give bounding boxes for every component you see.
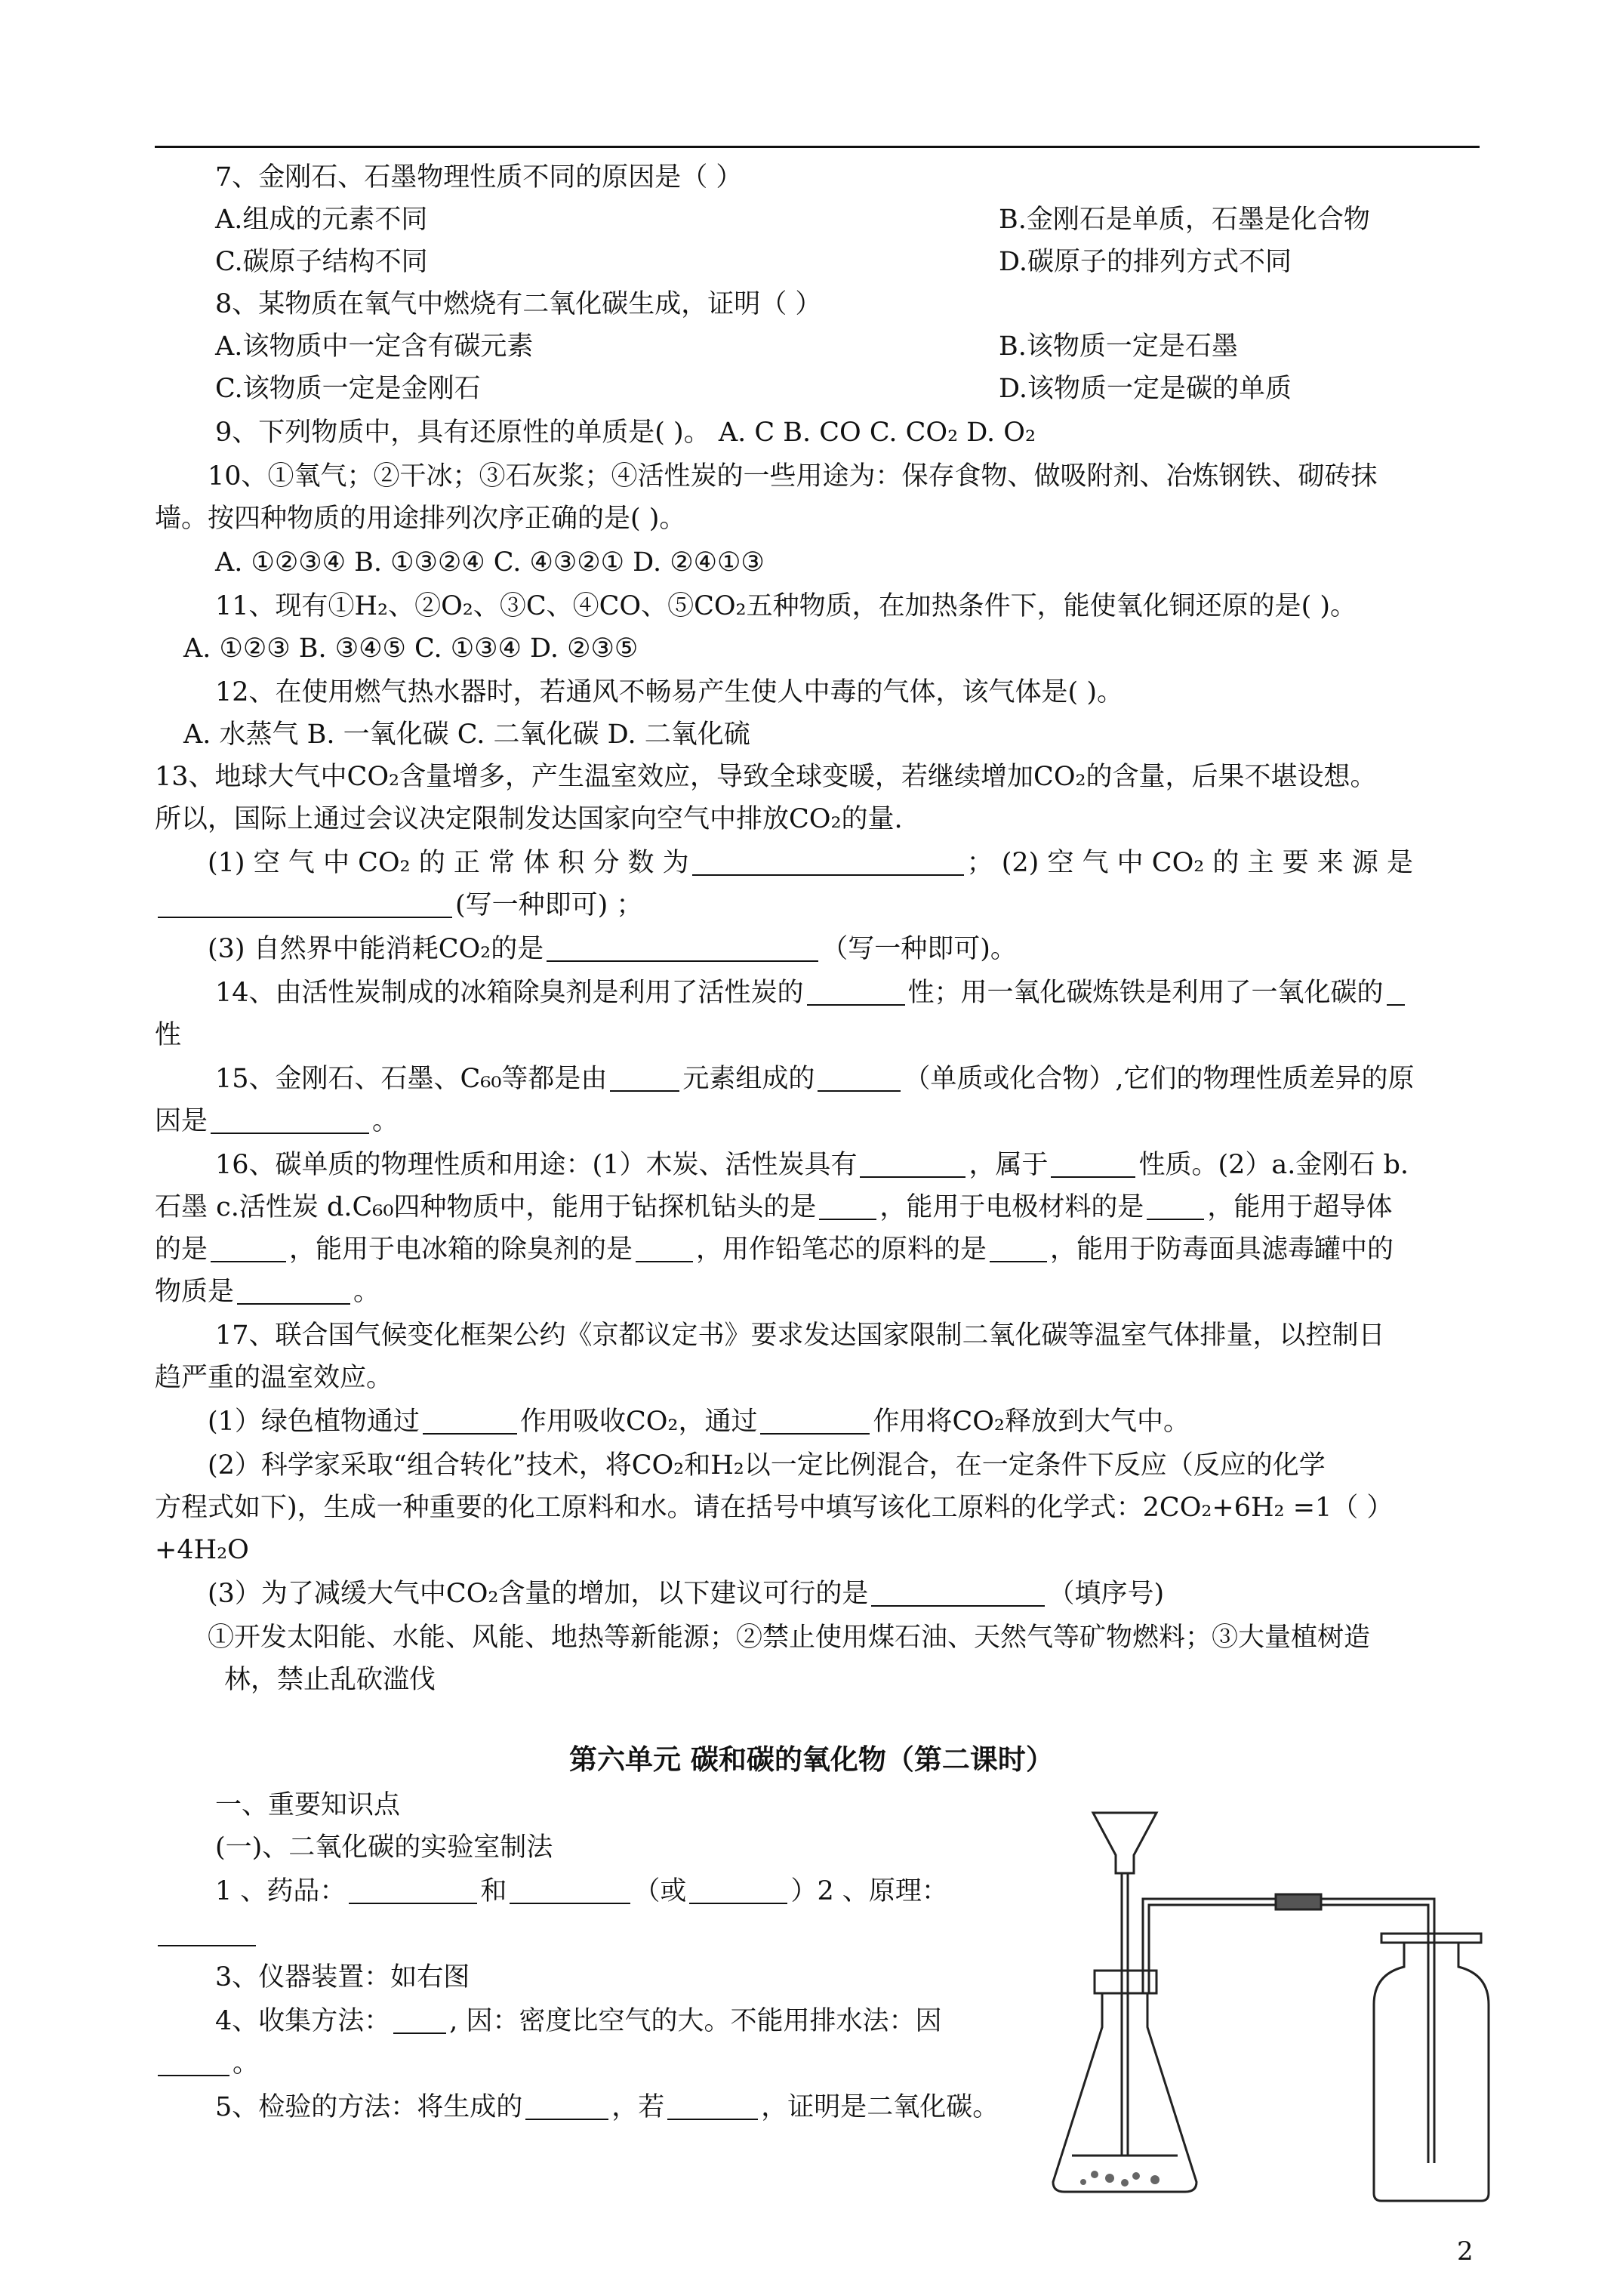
- question-7-options-row1: [155, 199, 1483, 241]
- answer-blank[interactable]: [689, 1872, 787, 1904]
- conical-flask: [1053, 1993, 1196, 2192]
- q15-text-c: （单质或化合物）,它们的物理性质差异的原: [904, 1064, 1415, 1094]
- question-17-line2: 趋严重的温室效应。: [155, 1363, 393, 1393]
- s1-text-b: 和: [480, 1876, 507, 1906]
- header-rule: [155, 146, 1480, 148]
- answer-blank[interactable]: [860, 1146, 965, 1178]
- q16-text-j: ，能用于防毒面具滤毒罐中的: [1050, 1234, 1394, 1265]
- knowledge-heading: 一、重要知识点: [215, 1790, 401, 1820]
- q13-part3-note: （写一种即可)。: [821, 934, 1017, 964]
- q14-text-b: 性；用一氧化碳炼铁是利用了一氧化碳的: [907, 978, 1384, 1008]
- delivery-tube-left-inner: [1149, 1905, 1276, 1993]
- option-7c: C.碳原子结构不同: [215, 247, 428, 277]
- s5-text-a: 5、检验的方法：将生成的: [215, 2092, 523, 2122]
- funnel-cup: [1093, 1813, 1156, 1873]
- rubber-stopper: [1095, 1971, 1156, 1993]
- answer-blank[interactable]: [871, 1575, 1045, 1607]
- s1-text-a: 1 、药品：: [215, 1876, 346, 1906]
- question-17-part1: [155, 1401, 1483, 1443]
- s1-text-c: （或: [633, 1876, 687, 1906]
- s4-text-b: , 因：密度比空气的大。不能用排水法：因: [449, 2006, 942, 2036]
- q13-part2-note: (写一种即可) ；: [455, 890, 643, 920]
- q13-part3-text: (3) 自然界中能消耗CO₂的是: [208, 934, 544, 964]
- q17-part1-text-a: (1）绿色植物通过: [208, 1407, 420, 1437]
- q16-text-l: 。: [353, 1277, 380, 1307]
- q17-part1-text-b: 作用吸收CO₂，通过: [519, 1407, 758, 1437]
- q16-text-h: ，能用于电冰箱的除臭剂的是: [289, 1234, 633, 1265]
- q16-text-i: ，用作铅笔芯的原料的是: [696, 1234, 987, 1265]
- answer-blank[interactable]: [547, 930, 818, 962]
- s1-text-d: ）2 、原理：: [790, 1876, 948, 1906]
- option-8a: A.该物质中一定含有碳元素: [215, 331, 534, 362]
- answer-blank[interactable]: [423, 1403, 517, 1435]
- answer-blank[interactable]: [819, 1188, 876, 1220]
- co2-apparatus-diagram: [1049, 1801, 1495, 2224]
- question-13-part1: [155, 842, 1483, 884]
- answer-blank[interactable]: [760, 1403, 870, 1435]
- question-16-line4: [155, 1271, 1483, 1313]
- answer-blank[interactable]: [211, 1231, 286, 1262]
- question-16-line1: [155, 1144, 1483, 1186]
- q16-text-e: ，能用于电极材料的是: [879, 1192, 1144, 1222]
- answer-blank[interactable]: [525, 2088, 608, 2120]
- gas-collecting-bottle: [1374, 1943, 1489, 2201]
- q16-text-g: 的是: [155, 1234, 208, 1265]
- q14-text-a: 14、由活性炭制成的冰箱除臭剂是利用了活性炭的: [215, 978, 804, 1008]
- question-10-options: A. ①②③④ B. ①③②④ C. ④③②① D. ②④①③: [215, 547, 765, 578]
- s5-text-c: ，证明是二氧化碳。: [761, 2092, 999, 2122]
- option-8c: C.该物质一定是金刚石: [215, 374, 481, 404]
- question-17-part2-line3: +4H₂O: [155, 1535, 249, 1565]
- question-8: 8、某物质在氧气中燃烧有二氧化碳生成，证明（ ）: [215, 289, 822, 319]
- q16-text-d: 石墨 c.活性炭 d.C₆₀四种物质中，能用于钻探机钻头的是: [155, 1192, 817, 1222]
- question-12-options: A. 水蒸气 B. 一氧化碳 C. 二氧化碳 D. 二氧化硫: [183, 720, 750, 750]
- q15-text-d: 因是: [155, 1106, 208, 1136]
- question-12: 12、在使用燃气热水器时，若通风不畅易产生使人中毒的气体，该气体是( )。: [215, 677, 1123, 707]
- question-17-part2-line2: 方程式如下)，生成一种重要的化工原料和水。请在括号中填写该化工原料的化学式：2CO₂+6H₂ =1（ ）: [155, 1493, 1394, 1523]
- answer-blank[interactable]: [1051, 1146, 1135, 1178]
- question-13-part1-cont: [155, 884, 1483, 926]
- q16-text-b: ，属于: [969, 1150, 1049, 1180]
- answer-blank[interactable]: [158, 1915, 256, 1946]
- question-10-line2: 墙。按四种物质的用途排列次序正确的是( )。: [155, 504, 686, 534]
- question-7: 7、金刚石、石墨物理性质不同的原因是（ ）: [215, 162, 743, 193]
- glass-plate: [1381, 1934, 1481, 1943]
- answer-blank[interactable]: [990, 1231, 1047, 1262]
- option-7b: B.金刚石是单质，石墨是化合物: [999, 205, 1370, 235]
- s5-text-b: ，若: [611, 2092, 665, 2122]
- q17-part1-text-c: 作用将CO₂释放到大气中。: [873, 1407, 1190, 1437]
- question-16-line2: [155, 1186, 1483, 1228]
- lab-method-heading: (一)、二氧化碳的实验室制法: [215, 1832, 553, 1863]
- q17-part3-text-a: (3）为了减缓大气中CO₂含量的增加，以下建议可行的是: [208, 1579, 869, 1609]
- option-8b: B.该物质一定是石墨: [999, 331, 1238, 362]
- answer-blank[interactable]: [510, 1872, 630, 1904]
- item-3: 3、仪器装置：如右图: [215, 1962, 470, 1992]
- q15-text-e: 。: [372, 1106, 399, 1136]
- question-13-line2: 所以，国际上通过会议决定限制发达国家向空气中排放CO₂的量.: [155, 804, 903, 834]
- answer-blank[interactable]: [667, 2088, 758, 2120]
- question-17-part2-line1: (2）科学家采取“组合转化”技术，将CO₂和H₂以一定比例混合，在一定条件下反应（反应的化学: [208, 1450, 1326, 1481]
- question-11: 11、现有①H₂、②O₂、③C、④CO、⑤CO₂五种物质，在加热条件下，能使氧化铜还原的是( )。: [215, 591, 1357, 621]
- delivery-tube-left: [1143, 1899, 1276, 1993]
- question-11-options: A. ①②③ B. ③④⑤ C. ①③④ D. ②③⑤: [183, 633, 639, 664]
- question-10-line1: 10、①氧气；②干冰；③石灰浆；④活性炭的一些用途为：保存食物、做吸附剂、冶炼钢铁、砌砖抹: [208, 461, 1378, 492]
- answer-blank[interactable]: [158, 2045, 229, 2076]
- answer-blank[interactable]: [807, 974, 905, 1006]
- answer-blank[interactable]: [818, 1060, 901, 1092]
- option-7a: A.组成的元素不同: [215, 205, 428, 235]
- answer-blank[interactable]: [211, 1102, 369, 1134]
- answer-blank[interactable]: [158, 886, 452, 918]
- q16-text-k: 物质是: [155, 1277, 235, 1307]
- question-14: [155, 972, 1483, 1014]
- delivery-tube-right: [1321, 1899, 1434, 2163]
- question-17-line1: 17、联合国气候变化框架公约《京都议定书》要求发达国家限制二氧化碳等温室气体排量，以控制日: [215, 1321, 1385, 1351]
- question-15: [155, 1058, 1483, 1100]
- question-15-cont: [155, 1100, 1483, 1142]
- question-16-line3: [155, 1228, 1483, 1271]
- question-7-options-row2: [155, 241, 1483, 283]
- answer-blank[interactable]: [349, 1872, 477, 1904]
- question-14-cont: 性: [155, 1020, 182, 1050]
- q15-text-b: 元素组成的: [682, 1064, 815, 1094]
- s4-text-c: 。: [233, 2048, 260, 2079]
- question-13-line1: 13、地球大气中CO₂含量增多，产生温室效应，导致全球变暖，若继续增加CO₂的含量，后果不堪设想。: [155, 762, 1377, 792]
- q13-part2-text: ； (2) 空 气 中 CO₂ 的 主 要 来 源 是: [966, 848, 1414, 878]
- answer-blank[interactable]: [692, 844, 964, 876]
- option-8d: D.该物质一定是碳的单质: [999, 374, 1292, 404]
- answer-blank[interactable]: [393, 2002, 446, 2034]
- answer-blank[interactable]: [237, 1273, 350, 1305]
- q16-text-a: 16、碳单质的物理性质和用途：(1）木炭、活性炭具有: [215, 1150, 858, 1180]
- question-17-part3: [155, 1573, 1483, 1615]
- q15-text-a: 15、金刚石、石墨、C₆₀等都是由: [215, 1064, 608, 1094]
- question-8-options-row2: [155, 368, 1483, 410]
- q13-part1-text: (1) 空 气 中 CO₂ 的 正 常 体 积 分 数 为: [208, 848, 689, 878]
- question-8-options-row1: [155, 325, 1483, 368]
- question-13-part3: [155, 928, 1483, 970]
- q16-text-f: ，能用于超导体: [1207, 1192, 1393, 1222]
- answer-blank[interactable]: [1147, 1188, 1204, 1220]
- answer-blank[interactable]: [1387, 974, 1405, 1006]
- question-17-part3-opts2: 林，禁止乱砍滥伐: [224, 1665, 436, 1695]
- question-9: 9、下列物质中，具有还原性的单质是( )。 A. C B. CO C. CO₂ D. O₂: [215, 418, 1036, 448]
- answer-blank[interactable]: [610, 1060, 679, 1092]
- marble-chips: [1080, 2171, 1160, 2187]
- s4-text-a: 4、收集方法：: [215, 2006, 391, 2036]
- section-title: 第六单元 碳和碳的氧化物（第二课时）: [569, 1743, 1054, 1776]
- option-7d: D.碳原子的排列方式不同: [999, 247, 1292, 277]
- question-17-part3-opts1: ①开发太阳能、水能、风能、地热等新能源；②禁止使用煤石油、天然气等矿物燃料；③大量植树造: [208, 1623, 1371, 1653]
- q17-part3-text-b: （填序号): [1048, 1579, 1165, 1609]
- tube-connector: [1276, 1894, 1321, 1909]
- q16-text-c: 性质。(2）a.金刚石 b.: [1138, 1150, 1409, 1180]
- answer-blank[interactable]: [636, 1231, 693, 1262]
- page-number: 2: [1457, 2236, 1474, 2267]
